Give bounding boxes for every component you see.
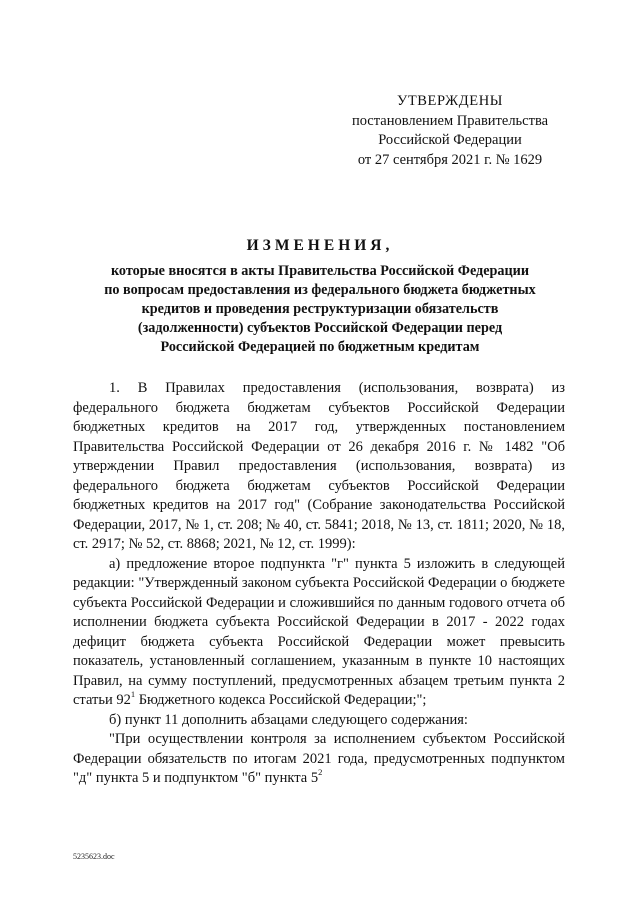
subtitle-line-2: по вопросам предоставления из федерального бюджета бюджетных (104, 282, 536, 298)
subtitle-line-4: (задолженности) субъектов Российской Федерации перед (137, 320, 503, 336)
document-subtitle (70, 262, 570, 357)
approval-block (340, 92, 560, 170)
paragraph-3: б) пункт 11 дополнить абзацами следующего содержания: (109, 711, 468, 728)
subtitle-line-3: кредитов и проведения реструктуризации обязательств (141, 301, 499, 317)
approval-line-2: Российской Федерации (378, 132, 522, 148)
paragraph-4-superscript: 2 (318, 767, 323, 778)
paragraph-4 (73, 730, 565, 789)
document-body (73, 379, 565, 789)
paragraph-4-text: "При осуществлении контроля за исполнением субъектом Российской Федерации обязательств по итогам 2021 года, предусмотренных подпунктом "д" пункта 5 и подпунктом "б" пункта 5 (73, 731, 565, 786)
subtitle-line-1: которые вносятся в акты Правительства Российской Федерации (110, 263, 530, 279)
approval-line-3: от 27 сентября 2021 г. № 1629 (357, 151, 543, 168)
approval-line-1: постановлением Правительства (351, 112, 549, 129)
paragraph-2-text: а) предложение второе подпункта "г" пункта 5 изложить в следующей редакции: "Утвержденный законом субъекта Российской Федерации о бюджете субъекта Российской Федерации и сложившийся по данным годового отчета об исполнении бюджета субъекта Российской Федерации в 2017 - 2022 годах дефицит бюджета субъекта Российской Федерации может превысить показатель, установленный соглашением, указанным в пункте 10 настоящих Правил, на сумму поступлений, предусмотренных абзацем третьим пункта 2 статьи 92 (73, 555, 565, 708)
approval-heading: УТВЕРЖДЕНЫ (396, 93, 504, 109)
paragraph-2-superscript: 1 (130, 689, 136, 700)
subtitle-line-5: Российской Федерацией по бюджетным кредитам (160, 339, 480, 355)
document-title: ИЗМЕНЕНИЯ, (246, 237, 394, 254)
paragraph-2 (73, 555, 565, 711)
paragraph-1: 1. В Правилах предоставления (использования, возврата) из федерального бюджета бюджетам субъектов Российской Федерации бюджетных кредитов на 2017 год, утвержденных постановлением Правительства Российской Федерации от 26 декабря 2016 г. № 1482 "Об утверждении Правил предоставления (использования, возврата) из федерального бюджета бюджетам субъектов Российской Федерации бюджетных кредитов на 2017 год" (Собрание законодательства Российской Федерации, 2017, № 1, ст. 208; № 40, ст. 5841; 2018, № 13, ст. 1811; 2020, № 18, ст. 2917; № 52, ст. 8868; 2021, № 12, ст. 1999): (73, 380, 565, 552)
file-reference: 5235623.doc (73, 852, 115, 861)
paragraph-2-tail: Бюджетного кодекса Российской Федерации;"; (135, 692, 427, 708)
